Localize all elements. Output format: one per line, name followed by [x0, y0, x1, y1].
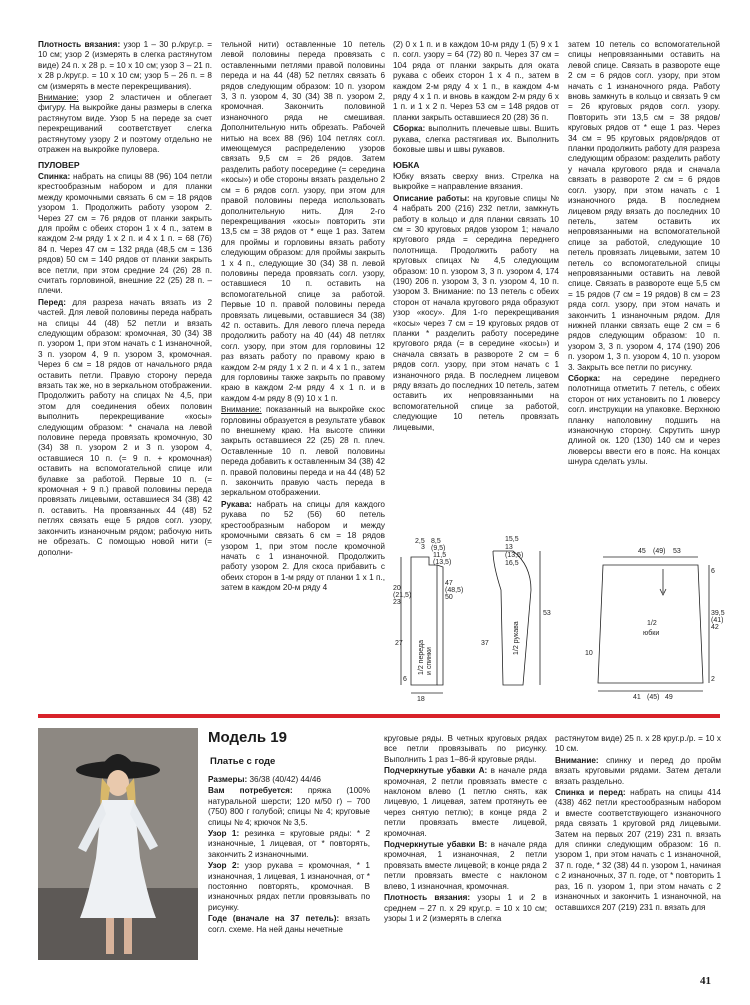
paragraph-label: Подчеркнутые убавки А:	[384, 766, 488, 776]
paragraph	[384, 893, 547, 924]
svg-text:2,5: 2,5	[415, 538, 425, 545]
svg-text:1/2: 1/2	[647, 620, 657, 627]
paragraph-text: выполнить плечевые швы. Вшить рукава, слегка растягивая их. Выполнить боковые швы и швы рукавов.	[393, 124, 559, 155]
paragraph-label: Годе (вначале на 37 петель):	[208, 914, 340, 924]
paragraph	[393, 40, 559, 123]
paragraph-label: Плотность вязания:	[384, 893, 471, 903]
paragraph-label: Рукава:	[221, 499, 252, 509]
svg-text:(48,5): (48,5)	[445, 587, 464, 594]
paragraph-note-label: Внимание:	[221, 405, 262, 415]
svg-text:50: 50	[445, 594, 453, 601]
paragraph-text: набрать на спицы 88 (96) 104 петли крестообразным набором и для планки между кромочными связать 6 см = 18 рядов узором 1. Продолжить работу узором 2. Через 27 см = 76 рядов от планки закрыть для пройм с обеих сторон 1 х 4 п., затем в каждом 2-м ряду 1 х 2 п. и 4 х 1 п. = 68 (76) 84 п. Через 47 см = 132 ряда (48,5 см = 136 рядов) 50 см = 140 рядов от планки закрыть все петли, при этом средние 24 (26) 28 п. считать горловиной, внешние 22 (25) 28 п. – плечи.	[38, 171, 212, 296]
svg-text:41: 41	[633, 694, 641, 701]
paragraph-text: спинку и перед до пройм вязать круговыми рядами. Затем детали вязать раздельно.	[555, 755, 721, 786]
text-column-5	[208, 775, 370, 995]
paragraph	[384, 766, 547, 839]
paragraph	[221, 40, 385, 404]
paragraph-text: узор 1 – 30 р./круг.р. = 10 см; узор 2 (измерять в слегка растянутом виде) 24 п. х 28 р. = 10 х 10 см; узор 3 – 21 п. х 28 р./круг.р. = 10 х 10 см; узор 5 – 26 п. = 8 см (измерять в месте перекрещивания).	[38, 40, 212, 91]
model-photo	[38, 728, 198, 960]
section-divider	[38, 714, 720, 718]
paragraph-text: растянутом виде) 25 п. х 28 круг.р./р. = 10 х 10 см.	[555, 734, 721, 754]
svg-text:6: 6	[403, 676, 407, 683]
paragraph-text: в начале ряда кромочная, 1 изнаночная, 2 петли провязать вместе лицевой; в конце ряда 2 петли провязать вместе с наклоном влево, 1 изнаночная, кромочная.	[384, 840, 547, 891]
svg-text:10: 10	[585, 650, 593, 657]
paragraph	[221, 405, 385, 499]
svg-text:53: 53	[543, 610, 551, 617]
paragraph	[208, 829, 370, 860]
svg-text:45: 45	[638, 548, 646, 555]
paragraph-label: Внимание:	[555, 755, 599, 765]
paragraph-text: тельной нити) оставленные 10 петель левой половины переда провязать с оставленными петлями правой половины переда и на 44 (48) 52 петлях связать 6 рядов следующим образом: 10 п. узором 3, 3 п. узором 4, 30 (34) 38 п. узором 2, кромочная. Закончить половиной изнаночного ряда не смешивая. Дополнительную нить обрезать. Рабочей нитью на всех 88 (96) 104 петлях согл. имеющемуся распределению узоров связать 9,5 см = 26 рядов. Затем разделить работу посередине (= середина «косы») и обе стороны вязать раздельно 2 см = 6 рядов согл. узору, при этом для правой половины переда использовать дополнительную нить. Для 2-го перекрещивания «косы» повторить эти 13,5 см = 38 рядов от * еще 1 раз. Затем для проймы и горловины вязать работу следующим образом: для проймы закрыть 1 х 4 п., следующие 30 (34) 38 п. левой половины переда провязать согл. узору, оставшиеся 10 п. оставить на вспомогательной спице за работой. Первые 10 п. правой половины переда провязать лицевыми, оставшиеся 34 (38) 42 п. оставить. Для левого плеча переда продолжить работу на 40 (44) 48 петлях согл. узору, при этом для горловины 12 раз вязать работу по правому краю в каждом 2-м ряду 1 х 2 п. и 4 х 1 п., затем для горловины также закрыть по правому краю в каждом 2-м ряду 4 х 1 п. и в каждом 4-м ряду 8 (9) 10 х 1 п.	[221, 40, 385, 403]
svg-text:53: 53	[673, 548, 681, 555]
text-column-6	[384, 734, 547, 996]
paragraph	[208, 861, 370, 913]
svg-text:1/2 рукава: 1/2 рукава	[513, 621, 520, 655]
svg-text:23: 23	[393, 599, 401, 606]
svg-text:16,5: 16,5	[505, 560, 519, 567]
svg-text:1/2 переда: 1/2 переда	[418, 640, 425, 675]
svg-text:(21,5): (21,5)	[393, 592, 412, 599]
text-column-3	[393, 40, 559, 530]
svg-text:2: 2	[711, 676, 715, 683]
svg-text:(13,5): (13,5)	[433, 559, 452, 566]
paragraph-label: Размеры:	[208, 775, 248, 784]
paragraph-label: Узор 2:	[208, 861, 240, 871]
paragraph-note-label: Внимание:	[38, 93, 79, 103]
svg-text:(49): (49)	[653, 548, 666, 555]
paragraph-text: узор рукава = кромочная, * 1 изнаночная, 1 лицевая, 1 изнаночная, от * постоянно повторять, кромочная. В изнаночных рядах петли провязывать по рисунку.	[208, 861, 370, 912]
svg-text:49: 49	[665, 694, 673, 701]
svg-text:(45): (45)	[647, 694, 660, 701]
paragraph-text: круговые ряды. В четных круговых рядах все петли провязывать по рисунку. Выполнить 1 раз 1–86-й круговые ряды.	[384, 734, 547, 764]
svg-text:42: 42	[711, 624, 719, 631]
text-column-2	[221, 40, 385, 710]
svg-text:47: 47	[445, 580, 453, 587]
paragraph-text: Юбку вязать сверху вниз. Стрелка на выкройке = направление вязания.	[393, 171, 559, 192]
svg-text:18: 18	[417, 696, 425, 703]
svg-text:13: 13	[505, 544, 513, 551]
paragraph-label: Перед:	[38, 297, 66, 307]
paragraph-text: узоры 1 и 2 в среднем – 27 п. х 29 круг.р. = 10 х 10 см; узоры 1 и 2 (измерять в слегка	[384, 893, 547, 923]
page-number: 41	[700, 975, 711, 987]
svg-text:(41): (41)	[711, 617, 724, 624]
svg-text:и спинки: и спинки	[426, 647, 433, 675]
svg-text:15,5: 15,5	[505, 536, 519, 543]
paragraph-text: для разреза начать вязать из 2 частей. Для левой половины переда набрать на спицы 44 (48) 52 петли и вязать следующим образом: кромочная, 30 (34) 38 п. узором 1, при этом начать с 1 изнаночной, 3 п. узором 4, 9 п. узором 3, кромочная. Через 6 см = 18 рядов от начального ряда оставить петли. Правую сторону переда вязать так же, но в зеркальном отображении. Продолжить работу на спицах № 4,5, при этом для соединения обеих половин выполнить перекрещивание «косы» следующим образом: * сначала на левой половине переда провязать кромочную, 30 (34) 38 п. узором 2 и 3 п. узором 4, оставшиеся 10 п. (= 9 п. + кромочная) оставить на вспомогательной спице или булавке за работой. Первые 10 п. (= кромочная + 9 п.) правой половины переда провязать лицевыми, оставшиеся 34 (38) 42 п. оставить. На провязанных 44 (48) 52 петлях связать еще 5 рядов согл. узору, закончить изнаночным рядом; рабочую нить не обрезать. С помощью новой нити (= дополни-	[38, 297, 212, 557]
paragraph	[208, 775, 370, 785]
model-subtitle: Платье с годе	[210, 756, 276, 767]
svg-text:20: 20	[393, 585, 401, 592]
paragraph-text: показанный на выкройке скос горловины образуется в результате убавок по внешнему краю. На высоте спинки закрыть оставшиеся 22 (25) 28 п. плеч. Оставленные 10 п. левой половины переда добавить к оставленным 34 (38) 42 п. правой половины переда и на 44 (48) 52 п. закончить правую часть переда в зеркальном отображении.	[221, 405, 385, 498]
svg-text:37: 37	[481, 640, 489, 647]
paragraph	[208, 786, 370, 828]
svg-text:(13,5): (13,5)	[505, 552, 524, 559]
text-column-7	[555, 734, 721, 976]
paragraph	[384, 734, 547, 765]
section-heading: ПУЛОВЕР	[38, 160, 80, 171]
section-heading: ЮБКА	[393, 160, 420, 171]
paragraph	[208, 914, 370, 935]
paragraph	[393, 172, 559, 193]
paragraph	[555, 756, 721, 787]
svg-text:6: 6	[711, 568, 715, 575]
model-title: Модель 19	[208, 729, 287, 746]
paragraph-text: в начале ряда кромочная, 2 петли провязать вместе с наклоном влево (1 петлю снять, как лицевую, 1 лицевая, затем протянуть ее через снятую петлю); в конце ряда 2 петли провязать вместе лицевой, кромочная.	[384, 766, 547, 838]
paragraph	[38, 40, 212, 92]
paragraph-text: узор 2 эластичен и облегает фигуру. На выкройке даны размеры в слегка растянутом виде. Узор 5 на переде за счет перекрещиваний соответствует слегка растянутому узору 2 и поэтому отдельно не отражен на выкройке пуловера.	[38, 93, 212, 155]
svg-text:3: 3	[421, 544, 425, 551]
paragraph-text: на середине переднего полотнища отметить 7 петель, с обеих сторон от них установить по 1 люверсу согл. инструкции на упаковке. Верхнюю планку наполовину подшить на изнаночную сторону. Скрутить шнур длиной ок. 120 (130) 140 см и через люверсы ввести его в пояс. На концах шнура сделать узлы.	[568, 374, 720, 467]
svg-text:27: 27	[395, 640, 403, 647]
paragraph	[568, 40, 720, 373]
paragraph	[555, 788, 721, 913]
paragraph	[393, 194, 559, 433]
paragraph-text: затем 10 петель со вспомогательной спицы непровязанными оставить на левой спице. Связать в развороте еще 2 см = 6 рядов согл. узору, при этом начать с 1 изнаночного ряда. Работу вновь замкнуть в кольцо и связать 9 см = 26 круговых рядов согл. узору. Повторить эти 13,5 см = 38 рядов/круговых рядов от * еще 1 раз. Через 34 см = 95 круговых рядов/рядов от планки продолжить работу для разреза следующим образом: разделить работу у начала кругового ряда и сначала связать в развороте 2 см = 6 рядов согл. узору, при этом начать с 1 изнаночного ряда. В последнем лицевом ряду вязать до последних 10 петель, затем оставить их непровязанными на вспомогательной спице за работой, следующие 10 петель провязать лицевыми, затем 10 петель со вспомогательной спицы непровязанными оставить на левой спице. Связать в развороте еще 5,5 см = 15 рядов (7 см = 19 рядов) 8 см = 23 ряда согл. узору, при этом начать и закончить 1 изнаночным рядом. Для нижней планки связать еще 2 см = 6 рядов следующим образом: 10 п. узором 3, 3 п. узором 4, 174 (190) 206 п. узором 1, 3 п. узором 4, 10 п. узором 3. Закрыть все петли по рисунку.	[568, 40, 720, 372]
skirt-schematic	[563, 535, 723, 705]
paragraph-label: Узор 1:	[208, 829, 240, 839]
paragraph-text: набрать на спицы для каждого рукава по 52 (56) 60 петель крестообразным набором и между кромочными связать 6 см = 18 рядов узором 1, при этом после кромочной начать с 1 изнаночной. Продолжить работу узором 2. Для скоса прибавить с обеих сторон в 1-м ряду от планки 1 х 1 п., затем в каждом 20-м ряду 4	[221, 499, 385, 593]
paragraph-label: Вам потребуется:	[208, 786, 293, 796]
paragraph-label: Подчеркнутые убавки В:	[384, 840, 488, 850]
paragraph	[384, 840, 547, 892]
svg-text:8,5: 8,5	[431, 538, 441, 545]
paragraph	[393, 124, 559, 155]
paragraph	[38, 93, 212, 155]
paragraph-text: пряжа (100% натуральной шерсти; 120 м/50 г) – 700 (750) 800 г голубой; спицы № 4; круговые спицы № 4; крючок № 3,5.	[208, 786, 370, 827]
paragraph-text: набрать на спицы 414 (438) 462 петли крестообразным набором и вместе соответствующего изнаночного ряда связать 1 круговой ряд лицевыми. Затем на первых 207 (219) 231 п. вязать для спинки следующим образом: 16 п. узором 1, при этом начать с 1 изнаночной, 37 п. годе, * 32 (38) 44 п. узором 1, начиная с 2 изнаночных, 37 п. годе, от * повторить 1 раз, 16 п. узором 1, при этом начать с 2 изнаночных и закончить 1 изнаночной, на оставшихся 207 (219) 231 п. вязать для	[555, 788, 721, 912]
paragraph	[568, 374, 720, 468]
paragraph-text: резинка = круговые ряды: * 2 изнаночные, 1 лицевая, от * повторять, закончить 2 изнаночными.	[208, 829, 370, 859]
text-column-1	[38, 40, 212, 710]
paragraph-text: 36/38 (40/42) 44/46	[247, 775, 321, 784]
paragraph-text: вязать согл. схеме. На ней даны нечетные	[208, 914, 370, 934]
paragraph-text: (2) 0 х 1 п. и в каждом 10-м ряду 1 (5) 9 х 1 п. согл. узору = 64 (72) 80 п. Через 37 см = 104 ряда от планки закрыть для оката рукава с обеих сторон 1 х 4 п., затем в каждом 2-м ряду 4 х 1 п., в каждом 4-м ряду 4 х 1 п. и вновь в каждом 2-м ряду 6 х 1 п. и 1 х 2 п. Через 53 см = 148 рядов от планки закрыть оставшиеся 20 (28) 36 п.	[393, 40, 559, 122]
paragraph	[555, 734, 721, 755]
svg-text:11,5: 11,5	[433, 552, 447, 559]
paragraph-label: Спинка:	[38, 171, 71, 181]
paragraph	[38, 298, 212, 558]
paragraph-label: Описание работы:	[393, 193, 470, 203]
paragraph-label: Сборка:	[568, 374, 601, 383]
paragraph-text: на круговые спицы № 4 набрать 200 (216) 232 петли, замкнуть работу в кольцо и для планки связать 10 см = 30 круговых рядов узором 1; начало кругового ряда = середина переднего полотнища. Продолжить работу на круговых спицах № 4,5 следующим образом: 10 п. узором 3, 3 п. узором 4, 174 (190) 206 п. узором 3, 3 п. узором 4, 10 п. узором 3. Внимание: по 13 петель с обеих сторон от начала кругового ряда образуют узор «косу». Для 1-го перекрещивания «косы» через 7 см = 19 круговых рядов от планки * разделить работу посередине кругового ряда (= в середине «косы») и сначала связать в развороте 2 см = 6 рядов согл. узору, при этом начать с 1 изнаночного ряда. В последнем лицевом ряду вязать до последних 10 петель, затем оставить их непровязанными на вспомогательной спице за работой, следующие 10 петель провязать лицевыми,	[393, 193, 560, 432]
svg-text:юбки: юбки	[643, 630, 660, 637]
paragraph-label: Сборка:	[393, 124, 426, 134]
svg-text:39,5: 39,5	[711, 610, 725, 617]
paragraph	[38, 172, 212, 297]
svg-text:(9,5): (9,5)	[431, 545, 446, 552]
text-column-4	[568, 40, 720, 530]
paragraph	[221, 500, 385, 594]
paragraph-label: Спинка и перед:	[555, 788, 626, 798]
paragraph-label: Плотность вязания:	[38, 40, 121, 49]
sweater-schematic	[393, 535, 563, 705]
